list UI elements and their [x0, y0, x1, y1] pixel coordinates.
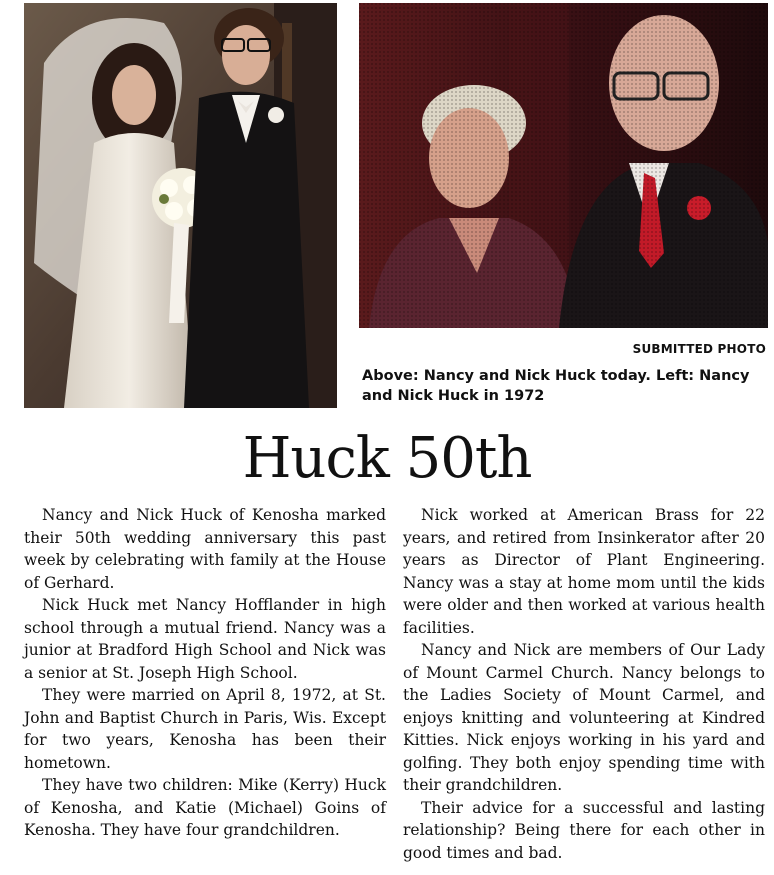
photo-credit: SUBMITTED PHOTO [632, 342, 766, 356]
article-paragraph: They were married on April 8, 1972, at St. John and Baptist Church in Paris, Wis. Except for two years, Kenosha has been their hometown. [24, 686, 386, 772]
headline: Huck 50th [242, 426, 532, 491]
couple-today-illustration [359, 3, 768, 328]
photo-caption: Above: Nancy and Nick Huck today. Left: Nancy and Nick Huck in 1972 [362, 368, 750, 404]
couple-photo-today [359, 3, 768, 328]
article-paragraph: Their advice for a successful and lasting relationship? Being there for each other in good times and bad. [403, 798, 765, 862]
article-column-left [24, 504, 386, 842]
wedding-photo-1972 [24, 3, 337, 408]
article-paragraph: Nick Huck met Nancy Hofflander in high school through a mutual friend. Nancy was a junior at Bradford High School and Nick was a senior at St. Joseph High School. [24, 596, 386, 682]
wedding-photo-illustration [24, 3, 337, 408]
article-paragraph: They have two children: Mike (Kerry) Huck of Kenosha, and Katie (Michael) Goins of Kenosha. They have four grandchildren. [24, 776, 386, 839]
article-paragraph: Nancy and Nick are members of Our Lady of Mount Carmel Church. Nancy belongs to the Ladies Society of Mount Carmel, and enjoys knitting and volunteering at Kindred Kitties. Nick enjoys working in his yard and golfing. They both enjoy spending time with their grandchildren. [403, 641, 765, 794]
article-paragraph: Nick worked at American Brass for 22 years, and retired from Insinkerator after 20 years as Director of Plant Engineering. Nancy was a stay at home mom until the kids were older and then worked at various health facilities. [403, 506, 765, 637]
article-column-right [403, 504, 765, 864]
article-paragraph: Nancy and Nick Huck of Kenosha marked their 50th wedding anniversary this past week by celebrating with family at the House of Gerhard. [24, 506, 386, 592]
